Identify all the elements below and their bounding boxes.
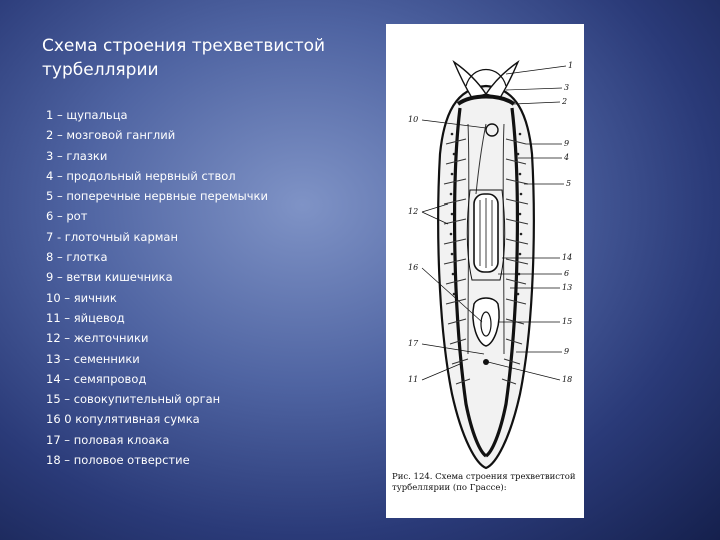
label-6: 6	[564, 269, 570, 278]
legend-item: 11 – яйцевод	[46, 310, 125, 325]
label-4: 4	[564, 153, 570, 162]
legend-item: 2 – мозговой ганглий	[46, 128, 176, 143]
body-outline	[438, 86, 534, 468]
turbellaria-figure	[386, 24, 584, 518]
label-12: 12	[408, 207, 419, 216]
label-11: 11	[408, 375, 419, 384]
head-tentacles	[454, 62, 486, 98]
figure-caption: Рис. 124. Схема строения трехветвистой турбеллярии (по Грассе):	[392, 472, 576, 493]
legend-item: 12 – желточники	[46, 331, 149, 346]
anatomy-drawing	[386, 24, 584, 518]
legend-list	[46, 105, 268, 470]
legend-item: 10 – яичник	[46, 290, 117, 305]
label-2: 2	[562, 97, 568, 106]
label-17: 17	[408, 339, 419, 348]
legend-item: 1 – щупальца	[46, 108, 128, 122]
legend-item: 15 – совокупительный орган	[46, 392, 221, 407]
label-14: 14	[562, 253, 573, 262]
labels-right	[561, 61, 573, 384]
label-10: 10	[408, 115, 419, 124]
legend-item: 5 – поперечные нервные перемычки	[46, 189, 268, 204]
label-1: 1	[568, 61, 574, 70]
label-18: 18	[562, 375, 573, 384]
label-9b: 9	[564, 347, 570, 356]
label-15: 15	[562, 317, 573, 326]
legend-item: 6 – рот	[46, 209, 88, 224]
labels-left	[408, 115, 419, 384]
legend-item: 9 – ветви кишечника	[46, 270, 173, 285]
label-13: 13	[562, 283, 573, 292]
slide-title: Схема строения трехветвистой турбеллярии	[42, 36, 326, 80]
label-16: 16	[408, 263, 419, 272]
legend-item: 7 - глоточный карман	[46, 229, 178, 244]
legend-item: 4 – продольный нервный ствол	[46, 168, 236, 183]
legend-item: 17 – половая клоака	[46, 432, 170, 447]
legend-item: 18 – половое отверстие	[46, 453, 190, 468]
legend-item: 16 0 копулятивная сумка	[46, 412, 200, 427]
label-3: 3	[564, 83, 570, 92]
label-5: 5	[566, 179, 572, 188]
legend-item: 8 – глотка	[46, 250, 108, 265]
label-9: 9	[564, 139, 570, 148]
legend-item: 3 – глазки	[46, 148, 108, 163]
legend-item: 13 – семенники	[46, 351, 140, 366]
legend-item: 14 – семяпровод	[46, 371, 147, 386]
